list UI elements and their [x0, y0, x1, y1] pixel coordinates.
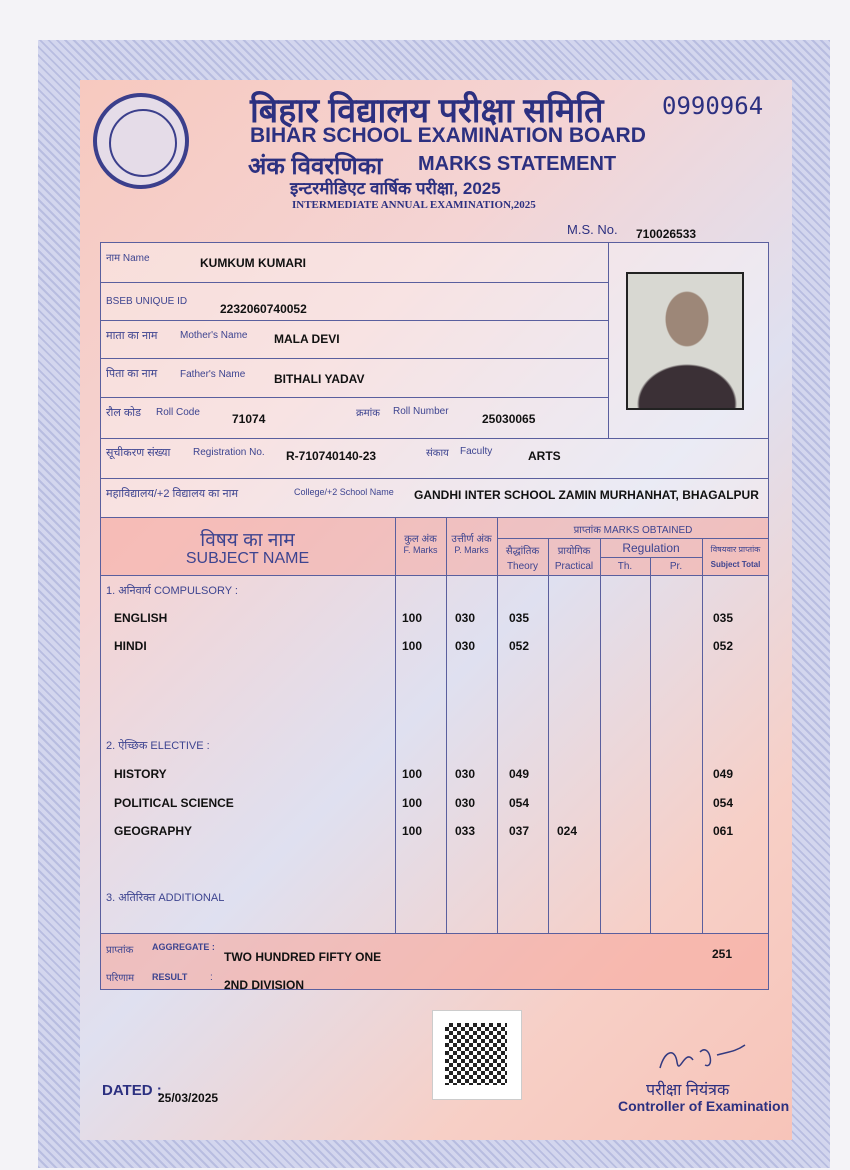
theory-marks: 035	[509, 611, 530, 625]
total-header: Subject Total	[710, 560, 761, 569]
pmarks-header-hi: उत्तीर्ण अंक	[451, 534, 492, 545]
subject-name: GEOGRAPHY	[114, 824, 193, 838]
reg-pr-header: Pr.	[669, 561, 683, 572]
practical-header: Practical	[554, 561, 594, 572]
roll-code: 71074	[232, 412, 266, 426]
serial-number: 0990964	[662, 92, 764, 120]
aggregate-label: AGGREGATE :	[152, 942, 215, 952]
name-label: नाम Name	[106, 253, 150, 264]
theory-marks: 052	[509, 639, 530, 653]
theory-marks: 037	[509, 824, 530, 838]
mother-label-hi: माता का नाम	[106, 330, 158, 342]
mother-label: Mother's Name	[180, 330, 248, 341]
father-label: Father's Name	[180, 369, 246, 380]
ms-no: 710026533	[636, 227, 697, 241]
subject-total: 049	[713, 767, 734, 781]
student-name: KUMKUM KUMARI	[200, 256, 306, 270]
subject-total: 054	[713, 796, 734, 810]
faculty-label: Faculty	[460, 446, 493, 457]
roll-number: 25030065	[482, 412, 536, 426]
pass-marks: 033	[455, 824, 476, 838]
reg-label: Registration No.	[193, 447, 265, 458]
reg-label-hi: सूचीकरण संख्या	[106, 447, 171, 459]
result-division: 2ND DIVISION	[224, 978, 305, 992]
result-label-hi: परिणाम	[106, 973, 135, 984]
registration-no: R-710740140-23	[286, 449, 377, 463]
subject-name: ENGLISH	[114, 611, 168, 625]
uid-label: BSEB UNIQUE ID	[106, 296, 188, 307]
pass-marks: 030	[455, 611, 476, 625]
college-label-hi: महाविद्यालय/+2 विद्यालय का नाम	[106, 488, 239, 500]
section-additional: 3. अतिरिक्त ADDITIONAL	[106, 892, 225, 904]
subject-total: 035	[713, 611, 734, 625]
ms-no-label: M.S. No.	[567, 222, 618, 237]
pass-marks: 030	[455, 639, 476, 653]
subject-name: POLITICAL SCIENCE	[114, 796, 234, 810]
aggregate-total: 251	[712, 947, 733, 961]
fmarks-header: F. Marks	[403, 545, 438, 555]
aggregate-label-hi: प्राप्तांक	[106, 945, 134, 956]
father-label-hi: पिता का नाम	[106, 368, 158, 380]
theory-marks: 049	[509, 767, 530, 781]
marks-obtained-header: प्राप्तांक MARKS OBTAINED	[573, 525, 693, 536]
father-name: BITHALI YADAV	[274, 372, 365, 386]
date: 25/03/2025	[158, 1091, 219, 1105]
section-elective: 2. ऐच्छिक ELECTIVE :	[106, 740, 210, 752]
faculty: ARTS	[528, 449, 561, 463]
exam-english: INTERMEDIATE ANNUAL EXAMINATION,2025	[292, 199, 536, 211]
full-marks: 100	[402, 796, 423, 810]
full-marks: 100	[402, 824, 423, 838]
subject-name: HISTORY	[114, 767, 167, 781]
aggregate-words: TWO HUNDRED FIFTY ONE	[224, 950, 382, 964]
theory-header-hi: सैद्धांतिक	[505, 546, 540, 557]
result-colon: :	[210, 972, 213, 983]
roll-no-label-hi: क्रमांक	[356, 408, 380, 419]
roll-code-label-hi: रौल कोड	[106, 407, 142, 419]
fmarks-header-hi: कुल अंक	[404, 534, 437, 545]
roll-code-label: Roll Code	[156, 407, 200, 418]
subject-total: 061	[713, 824, 734, 838]
total-header-hi: विषयवार प्राप्तांक	[710, 545, 761, 554]
faculty-label-hi: संकाय	[426, 448, 449, 459]
board-seal-logo	[93, 93, 189, 189]
pass-marks: 030	[455, 796, 476, 810]
reg-th-header: Th.	[617, 561, 633, 572]
section-compulsory: 1. अनिवार्य COMPULSORY :	[106, 585, 238, 597]
statement-hindi: अंक विवरणिका	[248, 153, 383, 180]
subject-header-hi: विषय का नाम	[200, 530, 295, 551]
controller-signature	[655, 1040, 750, 1075]
theory-header: Theory	[506, 561, 539, 572]
roll-no-label: Roll Number	[393, 406, 449, 417]
pmarks-header: P. Marks	[454, 545, 489, 555]
statement-english: MARKS STATEMENT	[418, 153, 617, 175]
practical-header-hi: प्रायोगिक	[557, 546, 591, 557]
subject-total: 052	[713, 639, 734, 653]
regulation-header: Regulation	[622, 541, 680, 555]
mother-name: MALA DEVI	[274, 332, 340, 346]
dated-label: DATED :	[102, 1082, 162, 1099]
qr-code[interactable]	[432, 1010, 522, 1100]
controller-hindi: परीक्षा नियंत्रक	[646, 1082, 730, 1099]
full-marks: 100	[402, 611, 423, 625]
theory-marks: 054	[509, 796, 530, 810]
student-photo	[626, 272, 744, 410]
exam-hindi: इन्टरमीडिएट वार्षिक परीक्षा, 2025	[290, 179, 501, 198]
title-hindi: बिहार विद्यालय परीक्षा समिति	[250, 92, 604, 130]
full-marks: 100	[402, 639, 423, 653]
subject-header: SUBJECT NAME	[185, 550, 310, 567]
controller-label: Controller of Examination	[618, 1098, 790, 1114]
pass-marks: 030	[455, 767, 476, 781]
title-english: BIHAR SCHOOL EXAMINATION BOARD	[250, 124, 646, 147]
college-label: College/+2 School Name	[294, 487, 394, 497]
subject-name: HINDI	[114, 639, 147, 653]
college-name: GANDHI INTER SCHOOL ZAMIN MURHANHAT, BHAGALPUR	[414, 488, 759, 502]
uid: 2232060740052	[220, 302, 307, 316]
full-marks: 100	[402, 767, 423, 781]
practical-marks: 024	[557, 824, 578, 838]
result-label: RESULT	[152, 972, 188, 982]
